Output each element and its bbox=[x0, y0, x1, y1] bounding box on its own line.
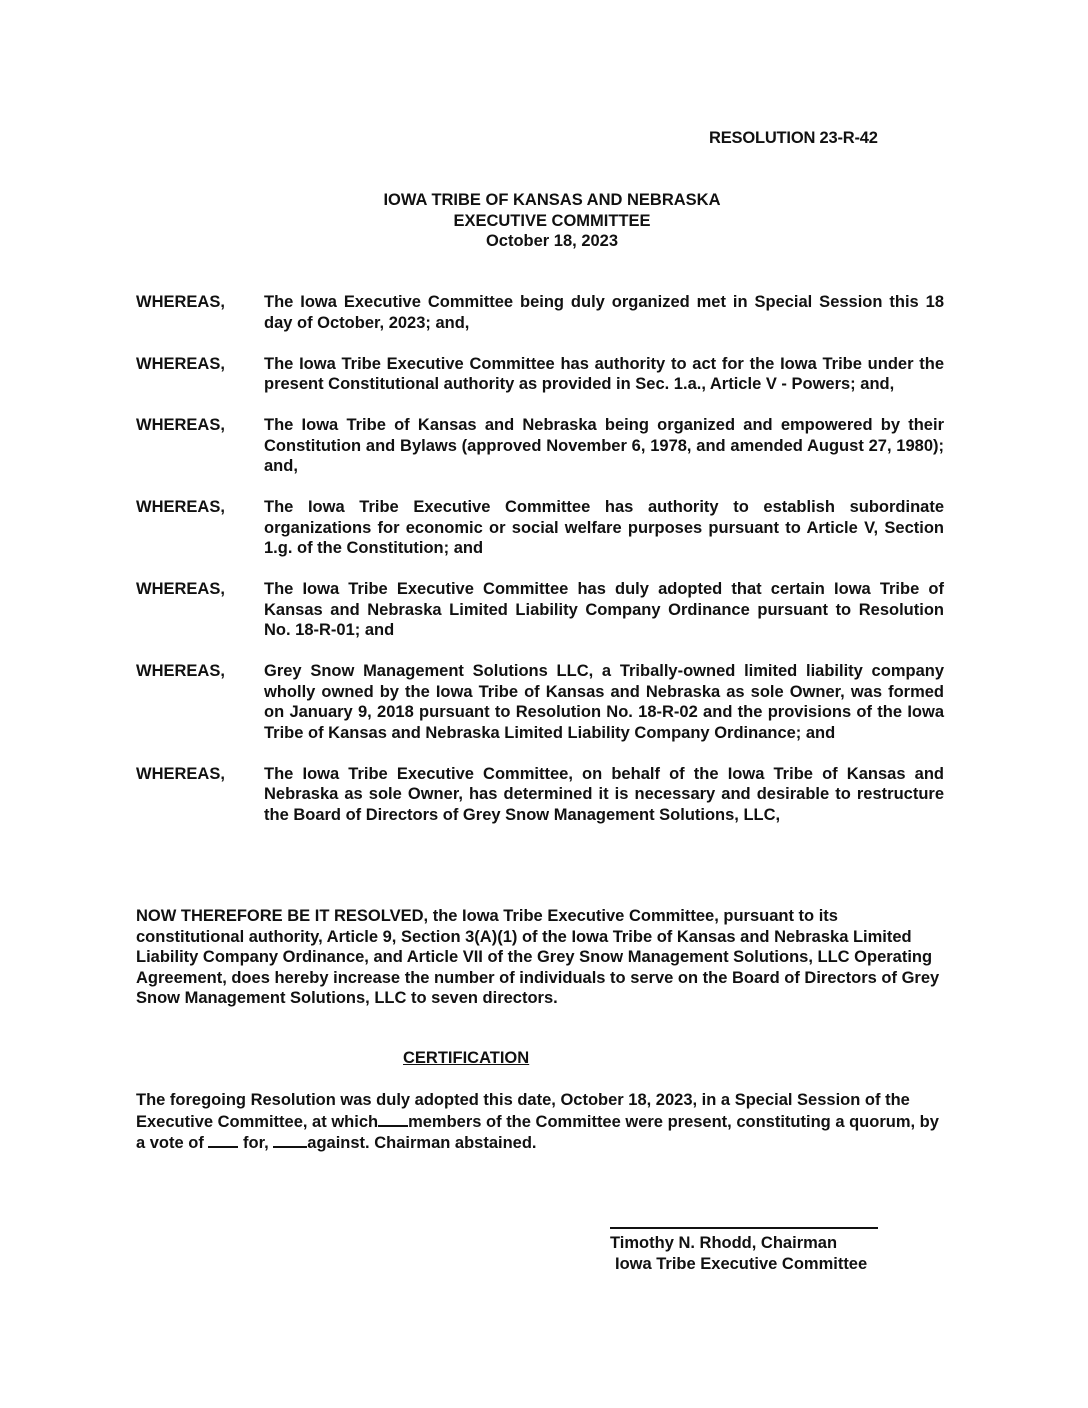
whereas-label: WHEREAS, bbox=[136, 662, 225, 680]
resolution-number: RESOLUTION 23-R-42 bbox=[709, 129, 878, 147]
whereas-label: WHEREAS, bbox=[136, 354, 225, 373]
whereas-clause bbox=[136, 764, 944, 826]
certification-text-4: against. Chairman abstained. bbox=[307, 1134, 537, 1152]
whereas-clauses bbox=[136, 292, 944, 846]
document-header bbox=[0, 190, 1088, 252]
votes-for-blank bbox=[208, 1132, 238, 1148]
whereas-label: WHEREAS, bbox=[136, 498, 225, 516]
votes-against-blank bbox=[273, 1132, 307, 1148]
certification-body bbox=[136, 1090, 948, 1154]
whereas-label: WHEREAS, bbox=[136, 293, 225, 311]
whereas-text: Grey Snow Management Solutions LLC, a Tribally-owned limited liability company wholly owned by the Iowa Tribe of Kansas and Nebraska as sole Owner, was formed on January 9, 2018 pursuant to Resolution No. 18-R-02 and the provisions of the Iowa Tribe of Kansas and Nebraska Limited Liability Company Ordinance; and bbox=[264, 662, 944, 742]
whereas-clause bbox=[136, 415, 944, 477]
whereas-clause bbox=[136, 661, 944, 743]
whereas-text: The Iowa Tribe Executive Committee has authority to act for the Iowa Tribe under the present Constitutional authority as provided in Sec. 1.a., Article V - Powers; and, bbox=[264, 354, 944, 393]
header-organization: IOWA TRIBE OF KANSAS AND NEBRASKA bbox=[383, 191, 721, 209]
resolved-paragraph: NOW THEREFORE BE IT RESOLVED, the Iowa Tribe Executive Committee, pursuant to its constitutional authority, Article 9, Section 3(A)(1) of the Iowa Tribe of Kansas and Nebraska Limited Liability Company Ordinance, and Article VII of the Grey Snow Management Solutions, LLC Operating Agreement, does hereby increase the number of individuals to serve on the Board of Directors of Grey Snow Management Solutions, LLC to seven directors. bbox=[136, 907, 940, 1007]
signature-line bbox=[610, 1227, 878, 1229]
certification-text-3: for, bbox=[238, 1134, 274, 1152]
whereas-text: The Iowa Tribe of Kansas and Nebraska being organized and empowered by their Constitution and Bylaws (approved November 6, 1978, and amended August 27, 1980); and, bbox=[264, 416, 944, 475]
signatory-title: Iowa Tribe Executive Committee bbox=[615, 1255, 868, 1273]
certification-text-2: members of the Committee were present, constituting a quorum, by a vote of bbox=[136, 1112, 939, 1152]
whereas-text: The Iowa Executive Committee being duly organized met in Special Session this 18 day of October, 2023; and, bbox=[264, 293, 944, 332]
whereas-clause bbox=[136, 497, 944, 559]
whereas-clause bbox=[136, 292, 944, 333]
signatory-name: Timothy N. Rhodd, Chairman bbox=[610, 1234, 838, 1252]
whereas-label: WHEREAS, bbox=[136, 764, 225, 783]
header-committee: EXECUTIVE COMMITTEE bbox=[453, 211, 651, 230]
certification-text-1: The foregoing Resolution was duly adopted this date, October 18, 2023, in a Special Session of the Executive Committee, at which bbox=[136, 1091, 910, 1131]
members-present-blank bbox=[378, 1111, 408, 1127]
whereas-clause bbox=[136, 579, 944, 641]
whereas-text: The Iowa Tribe Executive Committee has authority to establish subordinate organizations for economic or social welfare purposes pursuant to Article V, Section 1.g. of the Constitution; and bbox=[264, 498, 944, 557]
whereas-label: WHEREAS, bbox=[136, 580, 225, 598]
header-date: October 18, 2023 bbox=[485, 232, 619, 250]
whereas-text: The Iowa Tribe Executive Committee has duly adopted that certain Iowa Tribe of Kansas and Nebraska Limited Liability Company Ordinance pursuant to Resolution No. 18-R-01; and bbox=[264, 580, 944, 639]
whereas-label: WHEREAS, bbox=[136, 416, 225, 434]
whereas-clause bbox=[136, 354, 944, 395]
whereas-text: The Iowa Tribe Executive Committee, on behalf of the Iowa Tribe of Kansas and Nebraska as sole Owner, has determined it is necessary and desirable to restructure the Board of Directors of Grey Snow Management Solutions, LLC, bbox=[264, 764, 944, 824]
certification-title: CERTIFICATION bbox=[403, 1049, 530, 1067]
